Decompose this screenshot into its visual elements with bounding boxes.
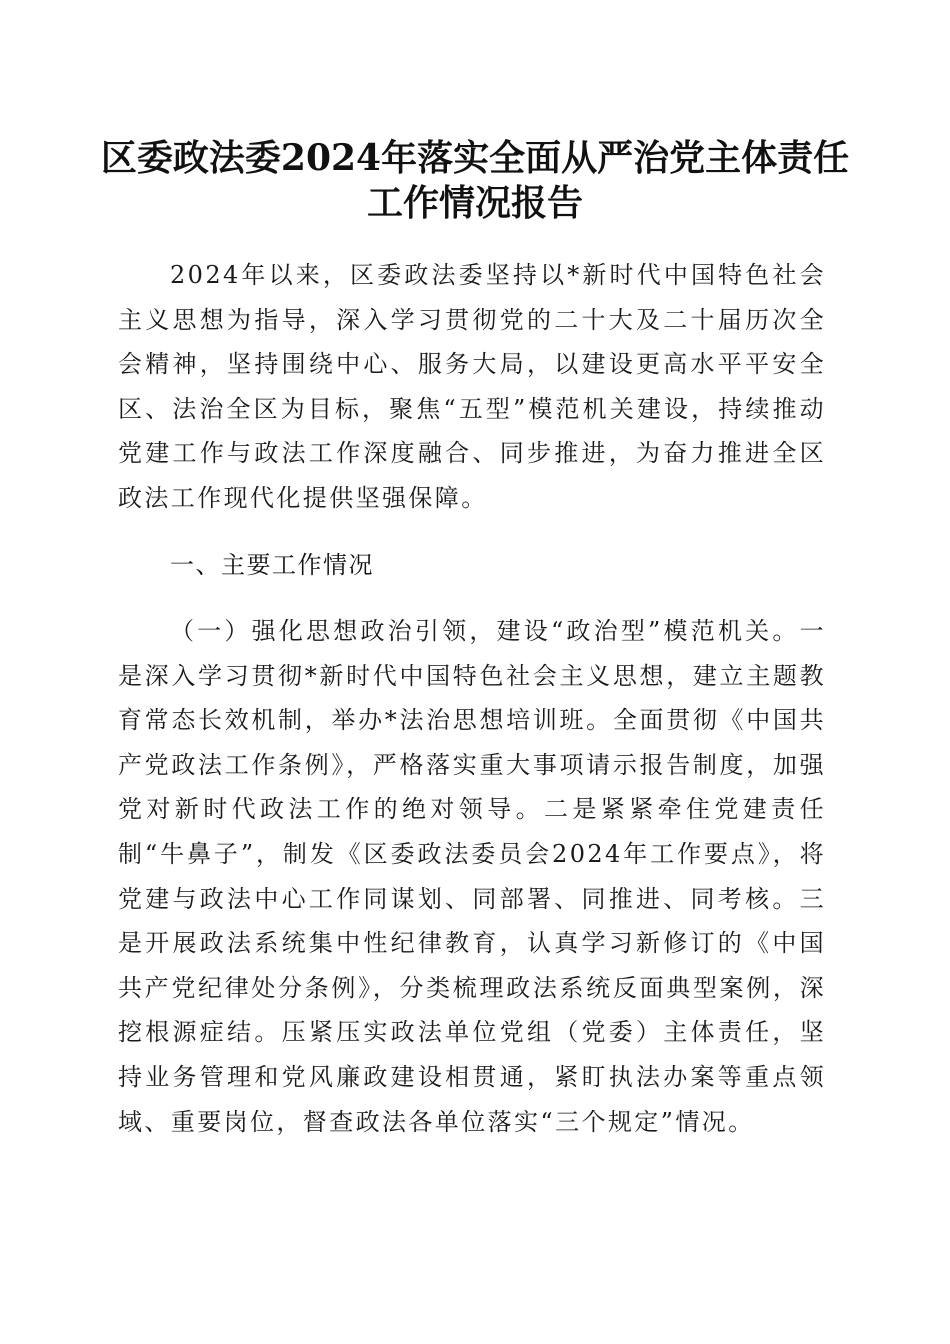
- intro-paragraph: 2024年以来，区委政法委坚持以*新时代中国特色社会主义思想为指导，深入学习贯彻党的二十大及二十届历次全会精神，坚持围绕中心、服务大局，以建设更高水平平安全区、法治全区为目标，聚焦“五型”模范机关建设，持续推动党建工作与政法工作深度融合、同步推进，为奋力推进全区政法工作现代化提供坚强保障。: [118, 261, 826, 512]
- document-title: 区委政法委2024年落实全面从严治党主体责任工作情况报告: [100, 137, 850, 224]
- section-paragraph: （一）强化思想政治引领，建设“政治型”模范机关。一是深入学习贯彻*新时代中国特色社会主义思想，建立主题教育常态长效机制，举办*法治思想培训班。全面贯彻《中国共产党政法工作条例》，严格落实重大事项请示报告制度，加强党对新时代政法工作的绝对领导。二是紧紧牵住党建责任制“牛鼻子”，制发《区委政法委员会2024年工作要点》，将党建与政法中心工作同谋划、同部署、同推进、同考核。三是开展政法系统集中性纪律教育，认真学习新修订的《中国共产党纪律处分条例》，分类梳理政法系统反面典型案例，深挖根源症结。压紧压实政法单位党组（党委）主体责任，坚持业务管理和党风廉政建设相贯通，紧盯执法办案等重点领域、重要岗位，督查政法各单位落实“三个规定”情况。: [118, 617, 826, 1136]
- section-heading: 一、主要工作情况: [170, 551, 374, 579]
